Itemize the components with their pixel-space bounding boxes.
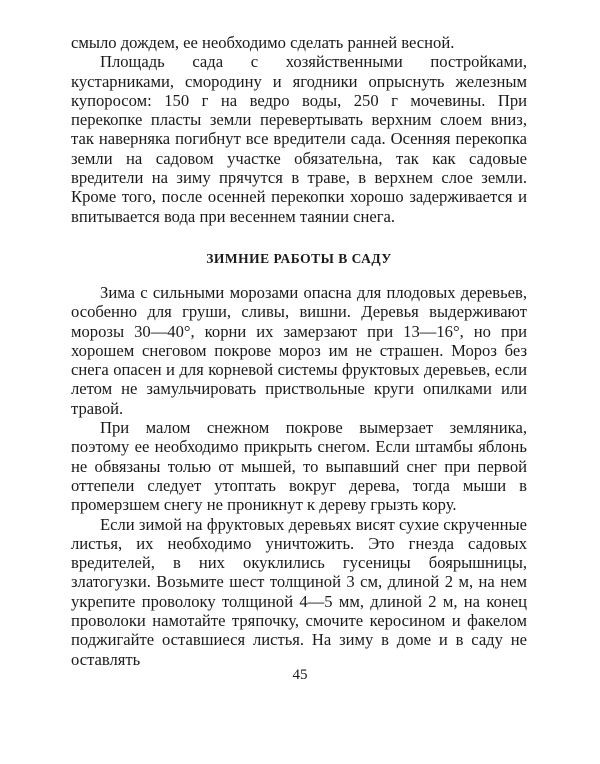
paragraph: Если зимой на фруктовых деревьях висят сухие скрученные листья, их необходимо уничтожить. Это гнезда садовых вредителей, в них окуклились гусеницы боярышницы, златогузки. Возьмите шест толщиной 3 см, длиной 2 м, на нем укрепите проволоку толщиной 4—5 мм, длиной 2 м, на конец проволоки намотайте тряпочку, смочите керосином и факелом поджигайте оставшиеся листья. На зиму в доме и в саду не оставлять: [71, 514, 527, 669]
paragraph: Зима с сильными морозами опасна для плодовых деревьев, особенно для груши, сливы, вишни. Деревья выдерживают морозы 30—40°, корни их замерзают при 13—16°, но при хорошем снеговом покрове мороз им не страшен. Мороз без снега опасен и для корневой системы фруктовых деревьев, если летом не замульчировать приствольные круги опилками или травой.: [71, 283, 527, 418]
paragraph: Площадь сада с хозяйственными постройками, кустарниками, смородину и ягодники опрыснуть железным купоросом: 150 г на ведро воды, 250 г мочевины. При перекопке пласты земли перевертывать верхним слоем вниз, так наверняка погибнут все вредители сада. Осенняя перекопка земли на садовом участке обязательна, так как садовые вредители на зиму прячутся в траве, в верхнем слое земли. Кроме того, после осенней перекопки хорошо задерживается и впитывается вода при весеннем таянии снега.: [71, 52, 527, 226]
paragraph: При малом снежном покрове вымерзает земляника, поэтому ее необходимо прикрыть снегом. Если штамбы яблонь не обвязаны толью от мышей, то выпавший снег при первой оттепели следует утоптать вокруг дерева, тогда мыши в промерзшем снегу не проникнут к дереву грызть кору.: [71, 418, 527, 515]
top-text-block: [71, 33, 527, 226]
section-heading: ЗИМНИЕ РАБОТЫ В САДУ: [206, 251, 392, 266]
paragraph-continuation: смыло дождем, ее необходимо сделать ранней весной.: [71, 33, 455, 52]
page-number: 45: [292, 667, 308, 683]
bottom-text-block: [71, 283, 527, 669]
